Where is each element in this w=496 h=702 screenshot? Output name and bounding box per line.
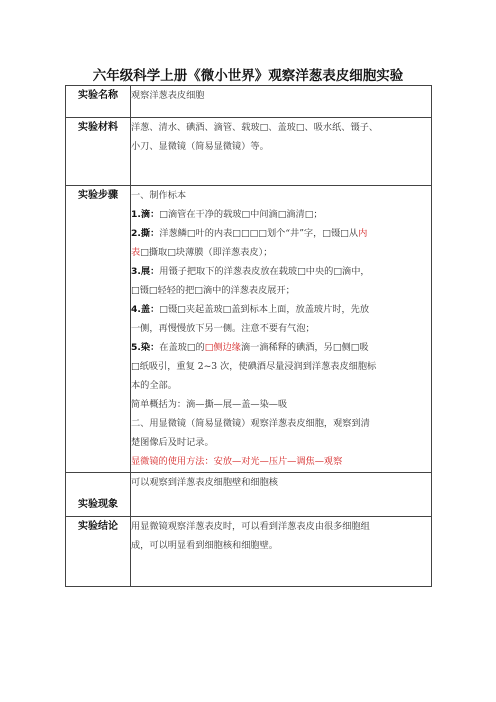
label-phenomenon: 实验现象 <box>66 473 131 517</box>
steps-value: 一、制作标本 1.滴：□滴管在干净的载玻□中间滴□滴清□； 2.撕：洋葱鳞□叶的内表□□□□划个“井”字，□镊□从内 表□撕取□块薄膜（即洋葱表皮）； 3.展：用镊子把取下的洋葱表皮放在载玻□中央的□滴中， □镊□轻轻的把□滴中的洋葱表皮展开； 4.盖：□镊□夹起盖玻□盖到标本上面，放盖玻片时，先放 一侧，再慢慢放下另一侧。注意不要有气泡； 5.染：在盖玻□的□侧边缘滴一滴稀释的碘酒，另□侧□吸 □纸吸引，重复 2~3 次，使碘酒尽量浸润到洋葱表皮细胞标 本的全部。 简单概括为：滴—撕—展—盖—染—吸 二、用显微镜（简易显微镜）观察洋葱表皮细胞，观察到清 楚图像后及时记录。 显微镜的使用方法：安放—对光—压片—调焦—观察 <box>131 186 432 473</box>
row-experiment-name <box>66 86 432 118</box>
phenomenon-value: 可以观察到洋葱表皮细胞壁和细胞核 <box>131 473 432 517</box>
page-title: 六年级科学上册《微小世界》观察洋葱表皮细胞实验 <box>92 68 404 84</box>
label-experiment-name: 实验名称 <box>66 86 131 118</box>
steps-summary: 简单概括为：滴—撕—展—盖—染—吸 <box>131 399 288 410</box>
materials-value: 洋葱、清水、碘酒、滴管、载玻□、盖玻□、吸水纸、镊子、 小刀、显微镜（简易显微镜）等。 <box>131 118 432 186</box>
label-materials: 实验材料 <box>66 118 131 186</box>
steps-heading-2: 二、用显微镜（简易显微镜）观察洋葱表皮细胞，观察到清 <box>131 418 370 429</box>
row-materials <box>66 118 432 186</box>
step-2: 2.撕：洋葱鳞□叶的内表□□□□划个“井”字，□镊□从内 <box>131 228 368 239</box>
step-4: 4.盖：□镊□夹起盖玻□盖到标本上面，放盖玻片时，先放 <box>131 304 370 315</box>
conclusion-value: 用显微镜观察洋葱表皮时，可以看到洋葱表皮由很多细胞组 成，可以明显看到细胞核和细胞壁。 <box>131 517 432 587</box>
step-1: 1.滴：□滴管在干净的载玻□中间滴□滴清□； <box>131 209 323 220</box>
row-conclusion <box>66 517 432 587</box>
label-conclusion: 实验结论 <box>66 517 131 587</box>
microscope-usage: 显微镜的使用方法：安放—对光—压片—调焦—观察 <box>131 456 343 467</box>
experiment-table <box>65 85 432 587</box>
steps-heading-1: 一、制作标本 <box>131 190 187 201</box>
label-steps: 实验步骤 <box>66 186 131 473</box>
experiment-name-value: 观察洋葱表皮细胞 <box>131 86 432 118</box>
step-3: 3.展：用镊子把取下的洋葱表皮放在载玻□中央的□滴中， <box>131 266 370 277</box>
row-phenomenon <box>66 473 432 517</box>
row-steps <box>66 186 432 473</box>
step-5: 5.染：在盖玻□的□侧边缘滴一滴稀释的碘酒，另□侧□吸 <box>131 342 369 353</box>
